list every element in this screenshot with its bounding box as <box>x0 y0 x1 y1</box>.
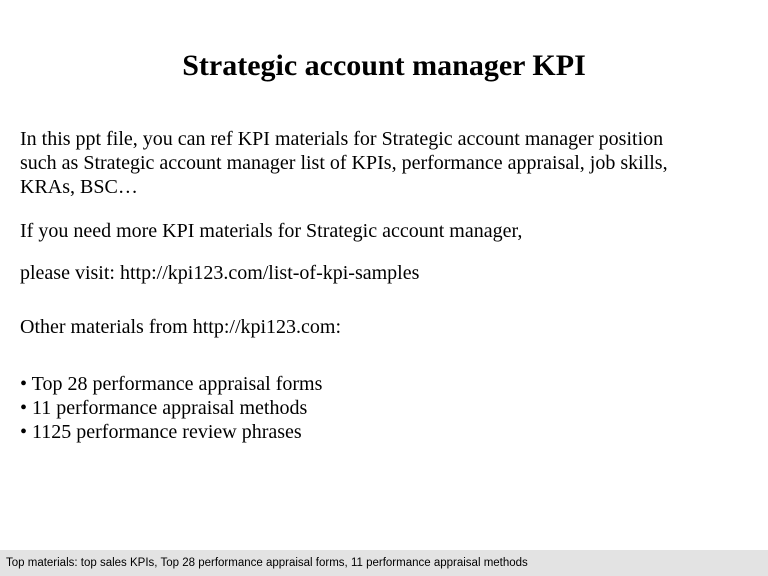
list-item: • 11 performance appraisal methods <box>20 397 308 419</box>
list-item: • Top 28 performance appraisal forms <box>20 373 323 395</box>
materials-list <box>20 372 322 444</box>
intro-line: KRAs, BSC… <box>20 176 138 198</box>
intro-line: such as Strategic account manager list of KPIs, performance appraisal, job skills, <box>20 152 668 174</box>
footer-bar: Top materials: top sales KPIs, Top 28 performance appraisal forms, 11 performance appraisal methods <box>0 550 768 576</box>
intro-line: In this ppt file, you can ref KPI materials for Strategic account manager position <box>20 128 664 150</box>
other-materials-heading: Other materials from http://kpi123.com: <box>20 316 342 338</box>
slide-title: Strategic account manager KPI <box>182 49 586 82</box>
visit-link-text[interactable]: please visit: http://kpi123.com/list-of-kpi-samples <box>20 262 420 284</box>
list-item: • 1125 performance review phrases <box>20 421 302 443</box>
more-materials-text: If you need more KPI materials for Strategic account manager, <box>20 220 523 242</box>
intro-paragraph <box>20 127 760 199</box>
